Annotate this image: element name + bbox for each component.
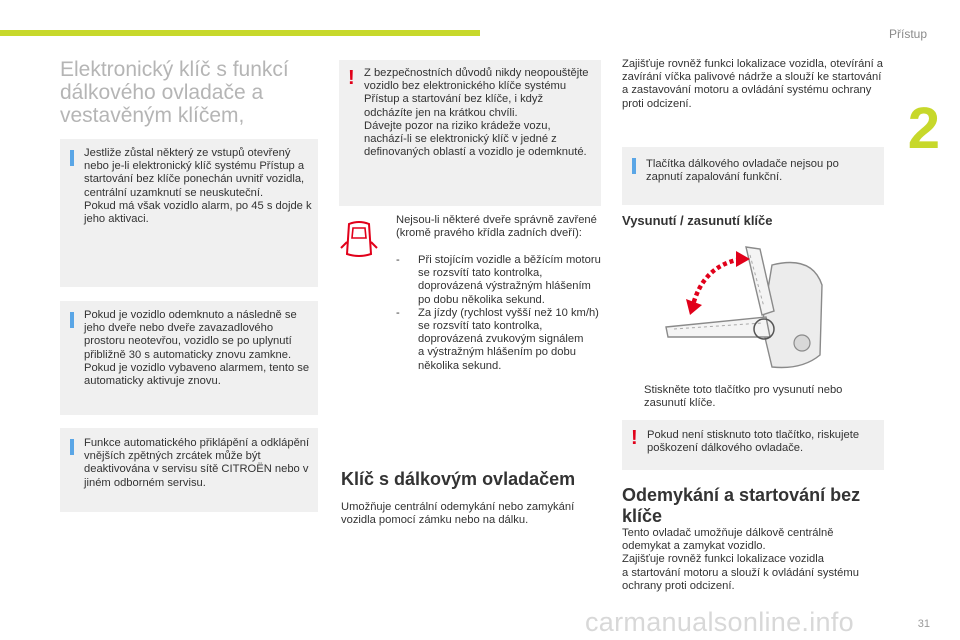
key-fob-illustration <box>662 245 842 375</box>
info-box-4 <box>622 147 884 205</box>
info-text-3: Funkce automatického přiklápění a odklápění vnějších zpětných zrcátek může být deaktivována v servisu sítě CITROËN nebo v jiném odborném servisu. <box>84 437 310 489</box>
chapter-number: 2 <box>907 96 940 161</box>
section-label: Přístup <box>888 27 927 41</box>
info-box-1 <box>60 139 318 287</box>
info-icon <box>70 312 74 328</box>
info-text-1: Jestliže zůstal některý ze vstupů otevřený nebo je-li elektronický klíč systému Přístup a startování bez klíče ponechán uvnitř vozidla, centrální uzamknutí se neuskuteční. Pokud má však vozidlo alarm, po 45 s dojde k jeho aktivaci. <box>84 147 312 226</box>
section-heading-keyless: Odemykání a startování bez klíče <box>622 485 861 526</box>
door-open-warning-icon <box>339 218 379 262</box>
bullet-icon <box>622 384 644 410</box>
warning-box-1 <box>339 60 601 206</box>
info-icon <box>632 158 636 174</box>
info-box-2 <box>60 301 318 415</box>
list-item: - Za jízdy (rychlost vyšší než 10 km/h) se rozsvítí tato kontrolka, doprovázená zvukovým signálem a výstražným hlášením po dobu několika sekund. <box>396 306 599 372</box>
doors-list <box>396 254 606 373</box>
page-title: Elektronický klíč s funkcí dálkového ovladače a vestavěným klíčem, <box>60 58 289 127</box>
warning-icon: ! <box>631 427 638 449</box>
bullet-extend-button <box>622 384 880 410</box>
keyless-text: Tento ovladač umožňuje dálkově centrálně odemykat a zamykat vozidlo. Zajišťuje rovněž funkci lokalizace vozidla a startování motoru a slouží k ovládání systému ochrany proti odcizení. <box>622 527 859 592</box>
remote-key-text: Umožňuje centrální odemykání nebo zamykání vozidla pomocí zámku nebo na dálku. <box>341 501 575 527</box>
subheading-key-extend: Vysunutí / zasunutí klíče <box>622 213 773 228</box>
warning-text-2: Pokud není stisknuto toto tlačítko, riskujete poškození dálkového ovladače. <box>647 429 860 455</box>
warning-box-2 <box>622 420 884 470</box>
info-text-2: Pokud je vozidlo odemknuto a následně se jeho dveře nebo dveře zavazadlového prostoru neotevřou, vozidlo se po uplynutí přibližně 30 s automaticky znovu zamkne. Pokud je vozidlo vybaveno alarmem, tento se automaticky aktivuje znovu. <box>84 309 310 388</box>
col3-intro: Zajišťuje rovněž funkci lokalizace vozidla, otevírání a zavírání víčka palivové nádrže a slouží ke startování a zastavování motoru a ovládání systému ochrany proti odcizení. <box>622 58 884 110</box>
list-item: - Při stojícím vozidle a běžícím motoru se rozsvítí tato kontrolka, doprovázená výstražným hlášením po dobu několika sekund. <box>396 254 601 306</box>
section-heading-remote-key: Klíč s dálkovým ovladačem <box>341 469 576 489</box>
warning-icon: ! <box>348 67 355 89</box>
info-box-3 <box>60 428 318 512</box>
bullet-text: Stiskněte toto tlačítko pro vysunutí nebo zasunutí klíče. <box>644 384 843 410</box>
doors-intro: Nejsou-li některé dveře správně zavřené (kromě pravého křídla zadních dveří): <box>396 214 597 240</box>
warning-text-1: Z bezpečnostních důvodů nikdy neopouštějte vozidlo bez elektronického klíče systému Přístup a startování bez klíče, i když odcházíte jen na krátkou chvíli. Dávejte pozor na riziko krádeže vozu, nachází-li se elektronický klíč v jedné z definovaných oblastí a vozidlo je odemknuté. <box>364 67 589 159</box>
info-text-4: Tlačítka dálkového ovladače nejsou po zapnutí zapalování funkční. <box>646 158 839 184</box>
page-number: 31 <box>917 618 930 630</box>
top-accent-bar <box>0 30 480 36</box>
info-icon <box>70 150 74 166</box>
info-icon <box>70 439 74 455</box>
watermark: carmanualsonline.info <box>585 607 854 637</box>
